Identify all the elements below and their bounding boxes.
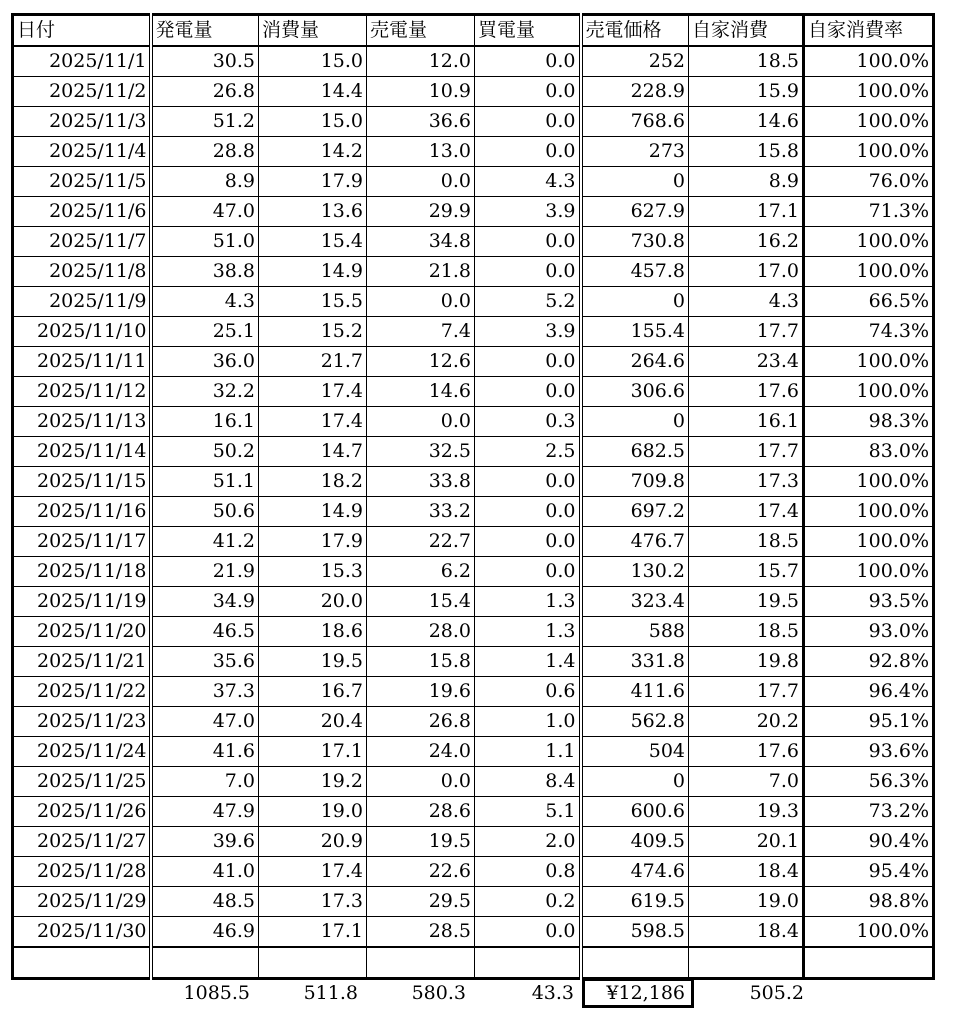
cell-self-consumption-rate[interactable]: 100.0% — [804, 497, 934, 527]
cell-generation[interactable]: 7.0 — [151, 767, 259, 797]
table-row — [13, 347, 934, 377]
empty-cell[interactable] — [13, 947, 151, 979]
cell-consumption[interactable]: 17.1 — [259, 917, 367, 948]
cell-consumption[interactable]: 19.2 — [259, 767, 367, 797]
table-row — [13, 257, 934, 287]
table-row — [13, 407, 934, 437]
cell-self-consumption[interactable]: 17.7 — [689, 677, 804, 707]
table-row — [13, 497, 934, 527]
cell-sale-price[interactable]: 306.6 — [581, 377, 689, 407]
cell-sale-price[interactable]: 504 — [581, 737, 689, 767]
cell-generation[interactable]: 32.2 — [151, 377, 259, 407]
total-sale-price[interactable]: ¥12,186 — [582, 978, 694, 1008]
cell-self-consumption[interactable]: 4.3 — [689, 287, 804, 317]
cell-self-consumption[interactable]: 18.4 — [689, 857, 804, 887]
cell-sale-price[interactable]: 409.5 — [581, 827, 689, 857]
header-sale-price[interactable]: 売電価格 — [581, 15, 689, 47]
cell-bought[interactable]: 0.0 — [475, 527, 581, 557]
cell-date[interactable]: 2025/11/28 — [13, 857, 151, 887]
cell-self-consumption[interactable]: 8.9 — [689, 167, 804, 197]
cell-sold[interactable]: 14.6 — [367, 377, 475, 407]
cell-generation[interactable]: 39.6 — [151, 827, 259, 857]
cell-sale-price[interactable]: 768.6 — [581, 107, 689, 137]
table-row — [13, 317, 934, 347]
cell-date[interactable]: 2025/11/30 — [13, 917, 151, 948]
cell-bought[interactable]: 0.8 — [475, 857, 581, 887]
cell-self-consumption-rate[interactable]: 98.8% — [804, 887, 934, 917]
cell-self-consumption[interactable]: 7.0 — [689, 767, 804, 797]
cell-sold[interactable]: 28.6 — [367, 797, 475, 827]
cell-date[interactable]: 2025/11/20 — [13, 617, 151, 647]
table-row — [13, 137, 934, 167]
cell-self-consumption[interactable]: 23.4 — [689, 347, 804, 377]
table-row — [13, 917, 934, 948]
cell-sold[interactable]: 12.6 — [367, 347, 475, 377]
table-row — [13, 527, 934, 557]
cell-self-consumption[interactable]: 16.2 — [689, 227, 804, 257]
cell-bought[interactable]: 0.3 — [475, 407, 581, 437]
cell-self-consumption[interactable]: 14.6 — [689, 107, 804, 137]
cell-date[interactable]: 2025/11/10 — [13, 317, 151, 347]
data-rows — [13, 46, 934, 979]
empty-cell[interactable] — [581, 947, 689, 979]
cell-generation[interactable]: 47.0 — [151, 707, 259, 737]
cell-consumption[interactable]: 21.7 — [259, 347, 367, 377]
cell-sold[interactable]: 0.0 — [367, 767, 475, 797]
cell-consumption[interactable]: 15.4 — [259, 227, 367, 257]
cell-self-consumption-rate[interactable]: 100.0% — [804, 137, 934, 167]
table-row — [13, 707, 934, 737]
cell-self-consumption[interactable]: 17.0 — [689, 257, 804, 287]
cell-sold[interactable]: 33.2 — [367, 497, 475, 527]
cell-self-consumption[interactable]: 19.0 — [689, 887, 804, 917]
cell-date[interactable]: 2025/11/5 — [13, 167, 151, 197]
cell-self-consumption-rate[interactable]: 100.0% — [804, 107, 934, 137]
cell-consumption[interactable]: 20.4 — [259, 707, 367, 737]
total-generation[interactable]: 1085.5 — [183, 982, 250, 1004]
empty-cell[interactable] — [259, 947, 367, 979]
cell-generation[interactable]: 50.6 — [151, 497, 259, 527]
header-consumption[interactable]: 消費量 — [259, 15, 367, 47]
cell-self-consumption-rate[interactable]: 56.3% — [804, 767, 934, 797]
cell-sold[interactable]: 36.6 — [367, 107, 475, 137]
table-row — [13, 197, 934, 227]
cell-sale-price[interactable]: 331.8 — [581, 647, 689, 677]
cell-self-consumption-rate[interactable]: 96.4% — [804, 677, 934, 707]
cell-consumption[interactable]: 14.9 — [259, 497, 367, 527]
cell-sold[interactable]: 12.0 — [367, 46, 475, 77]
table-row — [13, 767, 934, 797]
cell-date[interactable]: 2025/11/21 — [13, 647, 151, 677]
cell-consumption[interactable]: 17.9 — [259, 167, 367, 197]
total-consumption[interactable]: 511.8 — [303, 982, 358, 1004]
cell-sold[interactable]: 19.6 — [367, 677, 475, 707]
power-data-table — [11, 13, 935, 980]
cell-date[interactable]: 2025/11/27 — [13, 827, 151, 857]
cell-consumption[interactable]: 20.9 — [259, 827, 367, 857]
cell-bought[interactable]: 0.2 — [475, 887, 581, 917]
cell-sale-price[interactable]: 682.5 — [581, 437, 689, 467]
cell-date[interactable]: 2025/11/24 — [13, 737, 151, 767]
cell-sale-price[interactable]: 323.4 — [581, 587, 689, 617]
cell-sale-price[interactable]: 155.4 — [581, 317, 689, 347]
cell-self-consumption-rate[interactable]: 66.5% — [804, 287, 934, 317]
cell-consumption[interactable]: 18.2 — [259, 467, 367, 497]
header-date[interactable]: 日付 — [13, 15, 151, 47]
cell-self-consumption[interactable]: 17.4 — [689, 497, 804, 527]
cell-date[interactable]: 2025/11/9 — [13, 287, 151, 317]
cell-self-consumption-rate[interactable]: 92.8% — [804, 647, 934, 677]
cell-bought[interactable]: 0.0 — [475, 107, 581, 137]
cell-consumption[interactable]: 15.0 — [259, 46, 367, 77]
cell-date[interactable]: 2025/11/14 — [13, 437, 151, 467]
cell-generation[interactable]: 16.1 — [151, 407, 259, 437]
cell-bought[interactable]: 0.0 — [475, 137, 581, 167]
cell-sold[interactable]: 13.0 — [367, 137, 475, 167]
cell-sold[interactable]: 15.4 — [367, 587, 475, 617]
cell-consumption[interactable]: 19.0 — [259, 797, 367, 827]
cell-self-consumption[interactable]: 17.1 — [689, 197, 804, 227]
cell-generation[interactable]: 34.9 — [151, 587, 259, 617]
cell-bought[interactable]: 1.4 — [475, 647, 581, 677]
cell-bought[interactable]: 5.2 — [475, 287, 581, 317]
cell-sale-price[interactable]: 0 — [581, 767, 689, 797]
cell-bought[interactable]: 1.3 — [475, 587, 581, 617]
cell-bought[interactable]: 0.0 — [475, 77, 581, 107]
cell-bought[interactable]: 3.9 — [475, 197, 581, 227]
cell-self-consumption-rate[interactable]: 95.1% — [804, 707, 934, 737]
cell-consumption[interactable]: 15.3 — [259, 557, 367, 587]
cell-self-consumption[interactable]: 17.3 — [689, 467, 804, 497]
cell-bought[interactable]: 4.3 — [475, 167, 581, 197]
cell-date[interactable]: 2025/11/29 — [13, 887, 151, 917]
cell-sale-price[interactable]: 252 — [581, 46, 689, 77]
empty-cell[interactable] — [151, 947, 259, 979]
cell-sold[interactable]: 22.7 — [367, 527, 475, 557]
table-row — [13, 227, 934, 257]
table-row — [13, 857, 934, 887]
cell-sold[interactable]: 24.0 — [367, 737, 475, 767]
cell-consumption[interactable]: 17.4 — [259, 857, 367, 887]
cell-self-consumption-rate[interactable]: 90.4% — [804, 827, 934, 857]
cell-bought[interactable]: 0.0 — [475, 497, 581, 527]
cell-consumption[interactable]: 17.9 — [259, 527, 367, 557]
cell-self-consumption-rate[interactable]: 74.3% — [804, 317, 934, 347]
cell-bought[interactable]: 2.0 — [475, 827, 581, 857]
cell-bought[interactable]: 0.0 — [475, 227, 581, 257]
cell-self-consumption-rate[interactable]: 100.0% — [804, 46, 934, 77]
cell-sold[interactable]: 6.2 — [367, 557, 475, 587]
cell-self-consumption[interactable]: 18.5 — [689, 617, 804, 647]
cell-generation[interactable]: 30.5 — [151, 46, 259, 77]
cell-sold[interactable]: 7.4 — [367, 317, 475, 347]
header-self-consumption-rate[interactable]: 自家消費率 — [804, 15, 934, 47]
cell-sale-price[interactable]: 619.5 — [581, 887, 689, 917]
totals-row — [0, 978, 956, 1008]
cell-generation[interactable]: 47.9 — [151, 797, 259, 827]
cell-generation[interactable]: 28.8 — [151, 137, 259, 167]
table-row — [13, 437, 934, 467]
cell-consumption[interactable]: 17.4 — [259, 407, 367, 437]
cell-self-consumption[interactable]: 17.7 — [689, 317, 804, 347]
cell-date[interactable]: 2025/11/18 — [13, 557, 151, 587]
cell-generation[interactable]: 35.6 — [151, 647, 259, 677]
cell-generation[interactable]: 41.0 — [151, 857, 259, 887]
cell-generation[interactable]: 8.9 — [151, 167, 259, 197]
cell-sale-price[interactable]: 730.8 — [581, 227, 689, 257]
cell-consumption[interactable]: 15.5 — [259, 287, 367, 317]
cell-sold[interactable]: 26.8 — [367, 707, 475, 737]
cell-date[interactable]: 2025/11/1 — [13, 46, 151, 77]
cell-bought[interactable]: 0.0 — [475, 557, 581, 587]
cell-sale-price[interactable]: 627.9 — [581, 197, 689, 227]
cell-consumption[interactable]: 20.0 — [259, 587, 367, 617]
cell-bought[interactable]: 0.6 — [475, 677, 581, 707]
cell-bought[interactable]: 1.3 — [475, 617, 581, 647]
cell-generation[interactable]: 46.9 — [151, 917, 259, 948]
cell-date[interactable]: 2025/11/3 — [13, 107, 151, 137]
cell-generation[interactable]: 51.2 — [151, 107, 259, 137]
cell-sold[interactable]: 28.0 — [367, 617, 475, 647]
cell-self-consumption[interactable]: 19.5 — [689, 587, 804, 617]
table-row — [13, 467, 934, 497]
cell-date[interactable]: 2025/11/12 — [13, 377, 151, 407]
total-bought[interactable]: 43.3 — [531, 982, 574, 1004]
empty-cell[interactable] — [475, 947, 581, 979]
cell-self-consumption-rate[interactable]: 76.0% — [804, 167, 934, 197]
cell-self-consumption[interactable]: 15.9 — [689, 77, 804, 107]
table-row — [13, 587, 934, 617]
cell-sale-price[interactable]: 588 — [581, 617, 689, 647]
cell-consumption[interactable]: 18.6 — [259, 617, 367, 647]
cell-date[interactable]: 2025/11/26 — [13, 797, 151, 827]
cell-sold[interactable]: 34.8 — [367, 227, 475, 257]
header-sold[interactable]: 売電量 — [367, 15, 475, 47]
cell-bought[interactable]: 0.0 — [475, 917, 581, 948]
empty-row — [13, 947, 934, 979]
cell-sale-price[interactable]: 709.8 — [581, 467, 689, 497]
cell-consumption[interactable]: 19.5 — [259, 647, 367, 677]
cell-sold[interactable]: 0.0 — [367, 167, 475, 197]
header-self-consumption[interactable]: 自家消費 — [689, 15, 804, 47]
cell-date[interactable]: 2025/11/22 — [13, 677, 151, 707]
cell-sale-price[interactable]: 598.5 — [581, 917, 689, 948]
cell-self-consumption-rate[interactable]: 100.0% — [804, 377, 934, 407]
cell-sold[interactable]: 29.9 — [367, 197, 475, 227]
cell-generation[interactable]: 50.2 — [151, 437, 259, 467]
cell-self-consumption-rate[interactable]: 71.3% — [804, 197, 934, 227]
table-row — [13, 377, 934, 407]
cell-generation[interactable]: 37.3 — [151, 677, 259, 707]
table-row — [13, 167, 934, 197]
table-row — [13, 887, 934, 917]
cell-date[interactable]: 2025/11/16 — [13, 497, 151, 527]
cell-date[interactable]: 2025/11/11 — [13, 347, 151, 377]
cell-self-consumption[interactable]: 16.1 — [689, 407, 804, 437]
cell-generation[interactable]: 48.5 — [151, 887, 259, 917]
cell-self-consumption-rate[interactable]: 100.0% — [804, 257, 934, 287]
cell-consumption[interactable]: 17.3 — [259, 887, 367, 917]
cell-consumption[interactable]: 17.1 — [259, 737, 367, 767]
cell-self-consumption-rate[interactable]: 98.3% — [804, 407, 934, 437]
cell-sale-price[interactable]: 562.8 — [581, 707, 689, 737]
cell-self-consumption[interactable]: 20.1 — [689, 827, 804, 857]
cell-generation[interactable]: 51.0 — [151, 227, 259, 257]
header-generation[interactable]: 発電量 — [151, 15, 259, 47]
cell-consumption[interactable]: 13.6 — [259, 197, 367, 227]
cell-bought[interactable]: 3.9 — [475, 317, 581, 347]
cell-sale-price[interactable]: 0 — [581, 167, 689, 197]
cell-generation[interactable]: 25.1 — [151, 317, 259, 347]
cell-date[interactable]: 2025/11/17 — [13, 527, 151, 557]
cell-generation[interactable]: 51.1 — [151, 467, 259, 497]
cell-self-consumption-rate[interactable]: 100.0% — [804, 917, 934, 948]
cell-sale-price[interactable]: 411.6 — [581, 677, 689, 707]
cell-bought[interactable]: 5.1 — [475, 797, 581, 827]
cell-self-consumption[interactable]: 18.4 — [689, 917, 804, 948]
cell-date[interactable]: 2025/11/13 — [13, 407, 151, 437]
cell-sold[interactable]: 21.8 — [367, 257, 475, 287]
cell-bought[interactable]: 0.0 — [475, 257, 581, 287]
cell-self-consumption[interactable]: 15.7 — [689, 557, 804, 587]
empty-cell[interactable] — [689, 947, 804, 979]
cell-bought[interactable]: 0.0 — [475, 377, 581, 407]
cell-self-consumption-rate[interactable]: 95.4% — [804, 857, 934, 887]
cell-date[interactable]: 2025/11/25 — [13, 767, 151, 797]
cell-self-consumption[interactable]: 17.6 — [689, 377, 804, 407]
cell-generation[interactable]: 36.0 — [151, 347, 259, 377]
cell-sold[interactable]: 29.5 — [367, 887, 475, 917]
cell-consumption[interactable]: 14.2 — [259, 137, 367, 167]
total-sold[interactable]: 580.3 — [411, 982, 466, 1004]
cell-date[interactable]: 2025/11/23 — [13, 707, 151, 737]
cell-self-consumption[interactable]: 19.8 — [689, 647, 804, 677]
empty-cell[interactable] — [804, 947, 934, 979]
cell-sold[interactable]: 10.9 — [367, 77, 475, 107]
cell-date[interactable]: 2025/11/15 — [13, 467, 151, 497]
cell-self-consumption-rate[interactable]: 100.0% — [804, 527, 934, 557]
cell-self-consumption[interactable]: 18.5 — [689, 527, 804, 557]
cell-sale-price[interactable]: 457.8 — [581, 257, 689, 287]
cell-sale-price[interactable]: 264.6 — [581, 347, 689, 377]
cell-self-consumption-rate[interactable]: 93.5% — [804, 587, 934, 617]
empty-cell[interactable] — [367, 947, 475, 979]
cell-sale-price[interactable]: 697.2 — [581, 497, 689, 527]
cell-sold[interactable]: 19.5 — [367, 827, 475, 857]
cell-consumption[interactable]: 15.0 — [259, 107, 367, 137]
cell-self-consumption-rate[interactable]: 93.0% — [804, 617, 934, 647]
cell-sale-price[interactable]: 273 — [581, 137, 689, 167]
cell-self-consumption-rate[interactable]: 100.0% — [804, 347, 934, 377]
cell-bought[interactable]: 0.0 — [475, 46, 581, 77]
cell-self-consumption-rate[interactable]: 73.2% — [804, 797, 934, 827]
header-bought[interactable]: 買電量 — [475, 15, 581, 47]
cell-self-consumption-rate[interactable]: 100.0% — [804, 557, 934, 587]
table-row — [13, 797, 934, 827]
table-row — [13, 46, 934, 77]
cell-sold[interactable]: 0.0 — [367, 287, 475, 317]
cell-generation[interactable]: 41.6 — [151, 737, 259, 767]
cell-self-consumption[interactable]: 20.2 — [689, 707, 804, 737]
table-row — [13, 647, 934, 677]
table-row — [13, 617, 934, 647]
table-row — [13, 107, 934, 137]
cell-self-consumption[interactable]: 17.7 — [689, 437, 804, 467]
cell-consumption[interactable]: 14.7 — [259, 437, 367, 467]
cell-generation[interactable]: 41.2 — [151, 527, 259, 557]
cell-generation[interactable]: 4.3 — [151, 287, 259, 317]
cell-sale-price[interactable]: 600.6 — [581, 797, 689, 827]
cell-sold[interactable]: 33.8 — [367, 467, 475, 497]
cell-consumption[interactable]: 16.7 — [259, 677, 367, 707]
cell-sold[interactable]: 15.8 — [367, 647, 475, 677]
cell-date[interactable]: 2025/11/6 — [13, 197, 151, 227]
cell-consumption[interactable]: 15.2 — [259, 317, 367, 347]
cell-self-consumption-rate[interactable]: 100.0% — [804, 467, 934, 497]
cell-generation[interactable]: 38.8 — [151, 257, 259, 287]
cell-self-consumption[interactable]: 15.8 — [689, 137, 804, 167]
table-row — [13, 557, 934, 587]
cell-sold[interactable]: 0.0 — [367, 407, 475, 437]
cell-date[interactable]: 2025/11/7 — [13, 227, 151, 257]
table-row — [13, 827, 934, 857]
total-self-consumption[interactable]: 505.2 — [749, 982, 804, 1004]
table-row — [13, 77, 934, 107]
cell-self-consumption-rate[interactable]: 93.6% — [804, 737, 934, 767]
cell-self-consumption-rate[interactable]: 100.0% — [804, 227, 934, 257]
cell-self-consumption-rate[interactable]: 83.0% — [804, 437, 934, 467]
cell-sale-price[interactable]: 130.2 — [581, 557, 689, 587]
table-row — [13, 287, 934, 317]
cell-sale-price[interactable]: 474.6 — [581, 857, 689, 887]
cell-self-consumption[interactable]: 17.6 — [689, 737, 804, 767]
cell-generation[interactable]: 26.8 — [151, 77, 259, 107]
cell-bought[interactable]: 2.5 — [475, 437, 581, 467]
cell-bought[interactable]: 1.1 — [475, 737, 581, 767]
cell-date[interactable]: 2025/11/4 — [13, 137, 151, 167]
cell-bought[interactable]: 0.0 — [475, 347, 581, 377]
cell-date[interactable]: 2025/11/19 — [13, 587, 151, 617]
cell-generation[interactable]: 46.5 — [151, 617, 259, 647]
header-row — [13, 15, 934, 47]
cell-sold[interactable]: 28.5 — [367, 917, 475, 948]
cell-consumption[interactable]: 14.9 — [259, 257, 367, 287]
cell-sold[interactable]: 22.6 — [367, 857, 475, 887]
table-row — [13, 677, 934, 707]
cell-generation[interactable]: 21.9 — [151, 557, 259, 587]
cell-date[interactable]: 2025/11/2 — [13, 77, 151, 107]
cell-bought[interactable]: 1.0 — [475, 707, 581, 737]
cell-generation[interactable]: 47.0 — [151, 197, 259, 227]
cell-date[interactable]: 2025/11/8 — [13, 257, 151, 287]
cell-sale-price[interactable]: 0 — [581, 287, 689, 317]
cell-self-consumption[interactable]: 18.5 — [689, 46, 804, 77]
table-row — [13, 737, 934, 767]
cell-consumption[interactable]: 17.4 — [259, 377, 367, 407]
cell-sale-price[interactable]: 0 — [581, 407, 689, 437]
cell-sale-price[interactable]: 476.7 — [581, 527, 689, 557]
cell-bought[interactable]: 0.0 — [475, 467, 581, 497]
cell-bought[interactable]: 8.4 — [475, 767, 581, 797]
cell-sold[interactable]: 32.5 — [367, 437, 475, 467]
cell-consumption[interactable]: 14.4 — [259, 77, 367, 107]
cell-self-consumption-rate[interactable]: 100.0% — [804, 77, 934, 107]
cell-self-consumption[interactable]: 19.3 — [689, 797, 804, 827]
cell-sale-price[interactable]: 228.9 — [581, 77, 689, 107]
